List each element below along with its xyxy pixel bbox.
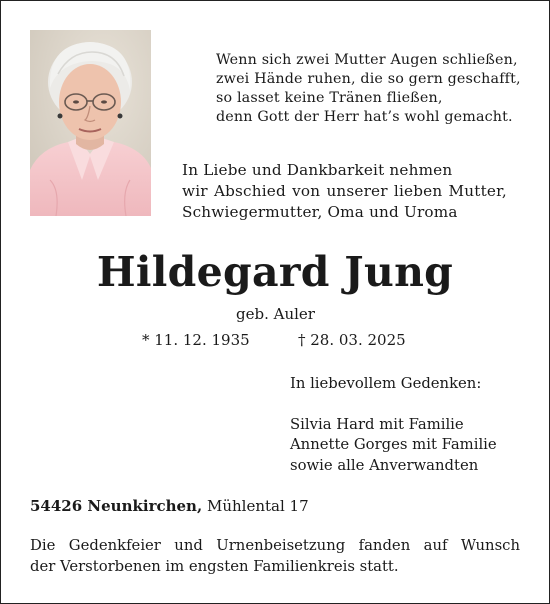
death-date: † 28. 03. 2025 bbox=[298, 331, 406, 349]
address bbox=[30, 496, 309, 516]
address-street: Mühlental 17 bbox=[206, 497, 309, 515]
address-city: 54426 Neunkirchen, bbox=[30, 497, 203, 515]
poem-line: zwei Hände ruhen, die so gern geschafft, bbox=[216, 71, 521, 87]
notice-line: Die Gedenkfeier und Urnenbeisetzung fanden auf Wunsch bbox=[30, 537, 520, 554]
mourners-block bbox=[290, 374, 497, 476]
portrait-photo bbox=[30, 30, 151, 216]
intro-line: Schwiegermutter, Oma und Uroma bbox=[182, 203, 458, 221]
notice-line: der Verstorbenen im engsten Familienkreis statt. bbox=[30, 558, 399, 575]
mourners-heading: In liebevollem Gedenken: bbox=[290, 375, 482, 392]
mourner-name: Silvia Hard mit Familie bbox=[290, 415, 464, 433]
ceremony-notice bbox=[30, 535, 520, 577]
poem bbox=[216, 51, 536, 127]
deceased-name: Hildegard Jung bbox=[96, 248, 454, 296]
poem-line: Wenn sich zwei Mutter Augen schließen, bbox=[216, 52, 518, 68]
intro-line: In Liebe und Dankbarkeit nehmen bbox=[182, 161, 453, 179]
mourner-name: Annette Gorges mit Familie bbox=[290, 436, 497, 453]
maiden-name: geb. Auler bbox=[236, 305, 315, 323]
poem-line: so lasset keine Tränen fließen, bbox=[216, 90, 443, 106]
farewell-intro bbox=[182, 160, 507, 223]
intro-line: wir Abschied von unserer lieben Mutter, bbox=[182, 182, 507, 200]
poem-line: denn Gott der Herr hat’s wohl gemacht. bbox=[216, 109, 513, 125]
birth-date: * 11. 12. 1935 bbox=[142, 331, 250, 349]
mourner-name: sowie alle Anverwandten bbox=[290, 456, 479, 474]
portrait-illustration bbox=[30, 30, 151, 216]
